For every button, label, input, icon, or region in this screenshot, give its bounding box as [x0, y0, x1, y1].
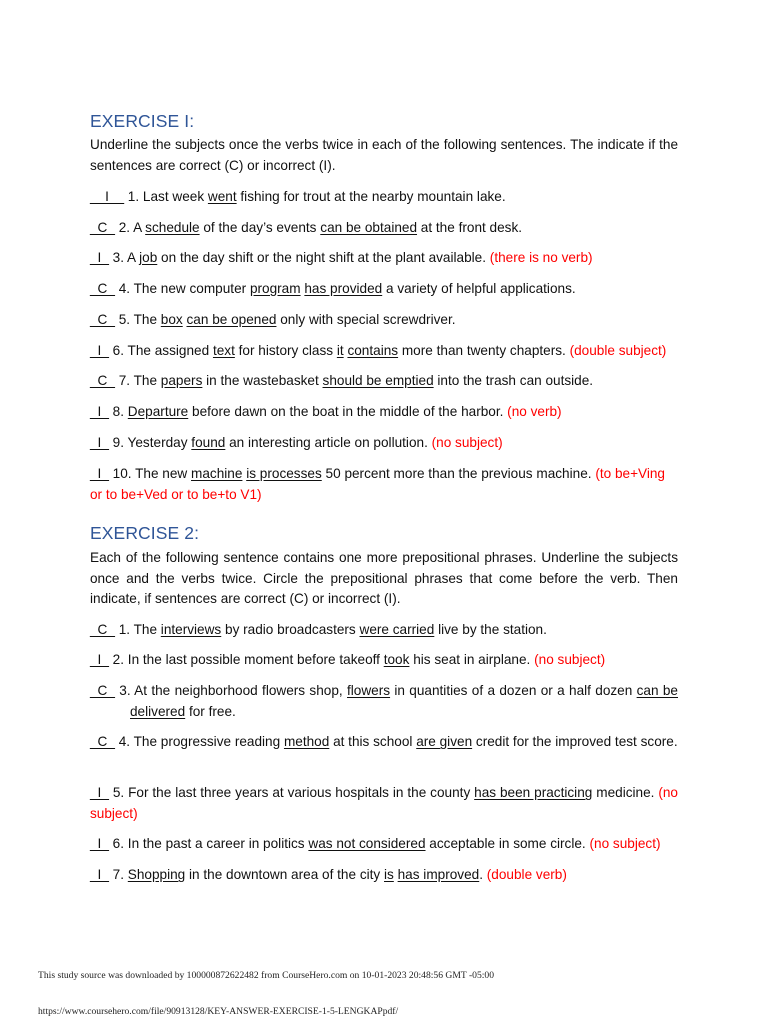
verb: can be opened	[186, 312, 277, 327]
exercise-1-item-3: _I_ 3. A job on the day shift or the night shift at the plant available. (there is no verb)	[90, 250, 593, 265]
subject: it	[336, 343, 344, 358]
exercise-1-heading: EXERCISE I:	[90, 111, 195, 131]
answer-blank: _C_	[90, 683, 115, 698]
answer-blank: _I_	[90, 404, 109, 419]
verb: can be obtained	[320, 220, 418, 235]
verb: are given	[416, 734, 473, 749]
subject: papers	[160, 373, 203, 388]
exercise-2-heading: EXERCISE 2:	[90, 523, 200, 543]
answer-blank: _C_	[90, 281, 115, 296]
exercise-1-instructions: Underline the subjects once the verbs twice in each of the following sentences. The indicate if the sentences are correct (C) or incorrect (I).	[90, 137, 678, 173]
exercise-1-item-8: _I_ 8. Departure before dawn on the boat in the middle of the harbor. (no verb)	[90, 404, 562, 419]
correction-note: (no subject)	[589, 836, 661, 851]
source-url[interactable]: https://www.coursehero.com/file/90913128/KEY-ANSWER-EXERCISE-1-5-LENGKAPpdf/	[38, 1006, 399, 1017]
verb: were carried	[359, 622, 435, 637]
verb: found	[191, 435, 226, 450]
exercise-1-item-9: _I_ 9. Yesterday found an interesting article on pollution. (no subject)	[90, 435, 503, 450]
answer-blank: _C_	[90, 373, 115, 388]
subject: box	[160, 312, 183, 327]
subject: Shopping	[127, 867, 186, 882]
exercise-1-item-6: _I_ 6. The assigned text for history class it contains more than twenty chapters. (double subject)	[90, 343, 667, 358]
exercise-1-item-10: _I_ 10. The new machine is processes 50 percent more than the previous machine. (to be+Ving or to be+Ved or to be+to V1)	[90, 466, 665, 502]
answer-blank: _I_	[90, 250, 109, 265]
subject: program	[249, 281, 301, 296]
verb: took	[383, 652, 410, 667]
subject: job	[139, 250, 158, 265]
verb: is	[384, 867, 394, 882]
answer-blank: _C_	[90, 622, 115, 637]
exercise-1-item-2: _C_ 2. A schedule of the day’s events can be obtained at the front desk.	[90, 220, 523, 235]
answer-blank: _I_	[90, 836, 109, 851]
verb: can be delivered	[130, 683, 678, 719]
correction-note: (there is no verb)	[489, 250, 593, 265]
answer-blank: _I_	[90, 785, 109, 800]
verb: has improved	[397, 867, 480, 882]
exercise-1-item-1: __I__ 1. Last week went fishing for trout at the nearby mountain lake.	[90, 189, 506, 204]
exercise-2-item-1: _C_ 1. The interviews by radio broadcasters were carried live by the station.	[90, 622, 547, 637]
exercise-2-item-6: _I_ 6. In the past a career in politics was not considered acceptable in some circle. (no subject)	[90, 836, 661, 851]
subject: Departure	[127, 404, 189, 419]
exercise-2-instructions: Each of the following sentence contains one more prepositional phrases. Underline the subjects once and the verbs twice. Circle the prepositional phrases that come before the verb. Then indicate, if sentences are correct (C) or incorrect (I).	[90, 550, 678, 606]
exercise-1-item-5: _C_ 5. The box can be opened only with special screwdriver.	[90, 312, 456, 327]
correction-note: (to be+Ving or to be+Ved or to be+to V1)	[90, 466, 665, 502]
exercise-2-item-3: _C_ 3. At the neighborhood flowers shop, flowers in quantities of a dozen or a half dozen can be delivered for free.	[90, 683, 678, 719]
exercise-1-item-7: _C_ 7. The papers in the wastebasket should be emptied into the trash can outside.	[90, 373, 594, 388]
exercise-2-item-4: _C_ 4. The progressive reading method at this school are given credit for the improved test score.	[90, 734, 678, 749]
correction-note: (no subject)	[90, 785, 678, 821]
correction-note: (no verb)	[507, 404, 562, 419]
verb: should be emptied	[322, 373, 434, 388]
answer-blank: _I_	[90, 867, 109, 882]
subject: interviews	[160, 622, 222, 637]
exercise-2-item-7: _I_ 7. Shopping in the downtown area of the city is has improved. (double verb)	[90, 867, 567, 882]
subject: method	[283, 734, 330, 749]
answer-blank: __I__	[90, 189, 125, 204]
subject: machine	[191, 466, 243, 481]
subject: text	[212, 343, 235, 358]
answer-blank: _C_	[90, 734, 115, 749]
verb: was not considered	[308, 836, 426, 851]
answer-blank: _I_	[90, 435, 109, 450]
verb: has provided	[304, 281, 383, 296]
verb: has been practicing	[474, 785, 593, 800]
answer-blank: _C_	[90, 220, 115, 235]
correction-note: (double verb)	[486, 867, 567, 882]
correction-note: (no subject)	[431, 435, 503, 450]
exercise-2-item-5: _I_ 5. For the last three years at various hospitals in the county has been practicing medicine. (no subject)	[90, 785, 678, 821]
answer-blank: _I_	[90, 652, 109, 667]
subject: schedule	[145, 220, 200, 235]
exercise-2-item-2: _I_ 2. In the last possible moment before takeoff took his seat in airplane. (no subject)	[90, 652, 606, 667]
download-source-line: This study source was downloaded by 100000872622482 from CourseHero.com on 10-01-2023 20:48:56 GMT -05:00	[38, 970, 495, 981]
answer-blank: _C_	[90, 312, 115, 327]
exercise-1-item-4: _C_ 4. The new computer program has provided a variety of helpful applications.	[90, 281, 576, 296]
verb: is processes	[246, 466, 322, 481]
answer-blank: _I_	[90, 466, 109, 481]
correction-note: (double subject)	[569, 343, 667, 358]
verb: went	[207, 189, 237, 204]
correction-note: (no subject)	[534, 652, 606, 667]
subject: flowers	[347, 683, 391, 698]
answer-blank: _I_	[90, 343, 109, 358]
verb: contains	[347, 343, 399, 358]
